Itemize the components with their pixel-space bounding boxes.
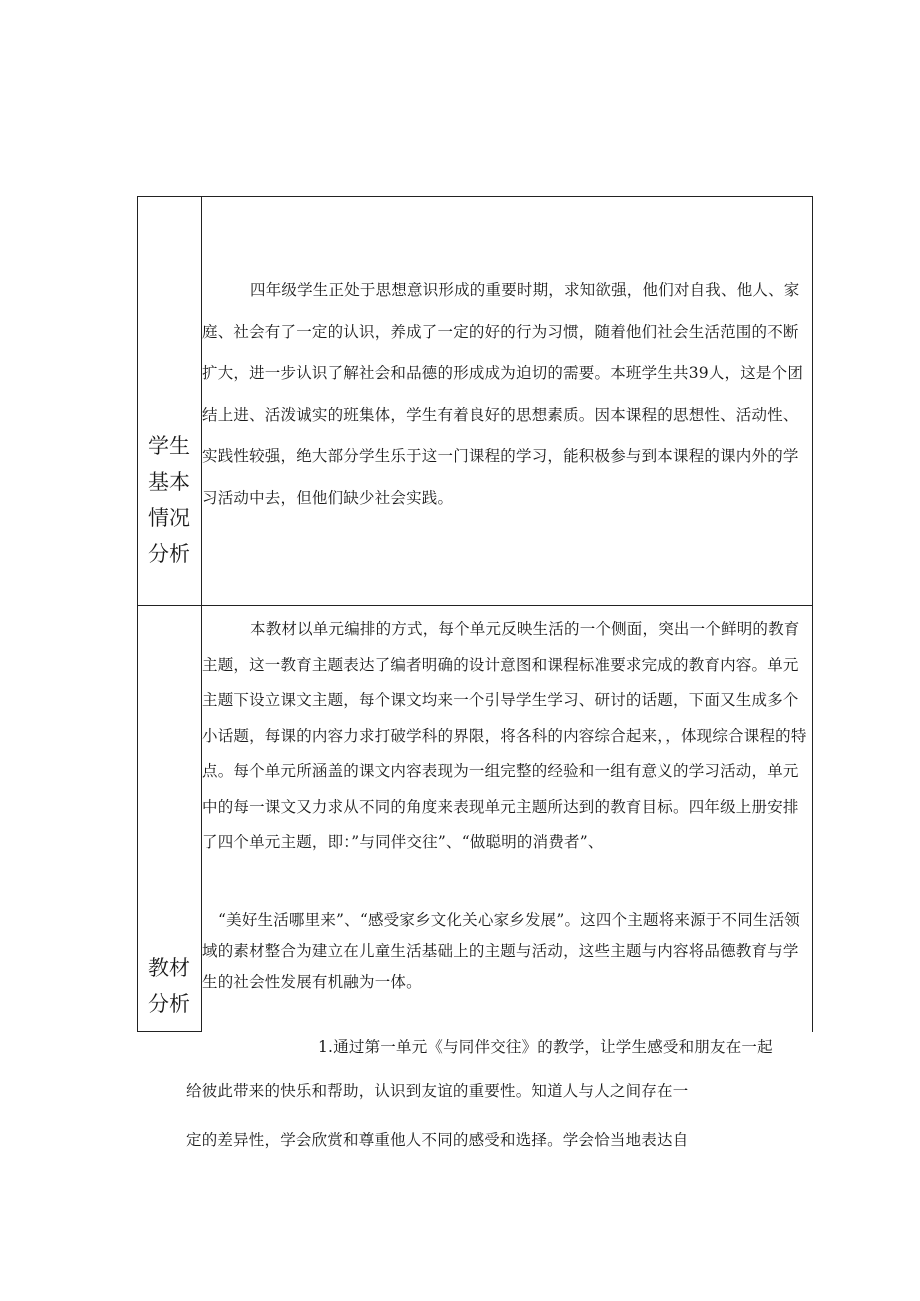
label-line: 学生 <box>148 434 190 458</box>
label-line: 分析 <box>148 992 190 1016</box>
student-analysis-paragraph: 四年级学生正处于思想意识形成的重要时期，求知欲强，他们对自我、他人、家庭、社会有了一定的认识，养成了一定的好的行为习惯，随着他们社会生活范围的不断扩大，进一步认识了解社会和品德的形成成为迫切的需要。本班学生共39人，这是个团结上进、活泼诚实的班集体，学生有着良好的思想素质。因本课程的思想性、活动性、实践性较强，绝大部分学生乐于这一门课程的学习，能积极参与到本课程的课内外的学习活动中去，但他们缺少社会实践。 <box>202 281 804 507</box>
student-analysis-label <box>137 428 201 572</box>
table-bottom-border <box>137 1031 201 1032</box>
textbook-analysis-paragraph-continued: “美好生活哪里来”、“感受家乡文化关心家乡发展”。这四个主题将来源于不同生活领域的素材整合为建立在儿童生活基础上的主题与活动，这些主题与内容将品德教育与学生的社会性发展有机融为一体。 <box>202 911 800 991</box>
label-line: 分析 <box>148 542 190 566</box>
objective-line-3: 定的差异性，学会欣赏和尊重他人不同的感受和选择。学会恰当地表达自 <box>186 1131 689 1149</box>
table-left-border <box>137 196 138 1032</box>
textbook-analysis-paragraph: 本教材以单元编排的方式，每个单元反映生活的一个侧面，突出一个鲜明的教育主题，这一教育主题表达了编者明确的设计意图和课程标准要求完成的教育内容。单元主题下设立课文主题，每个课文均来一个引导学生学习、研讨的话题，下面又生成多个小话题，每课的内容力求打破学科的界限，将各科的内容综合起来，，体现综合课程的特点。每个单元所涵盖的课文内容表现为一组完整的经验和一组有意义的学习活动，单元中的每一课文又力求从不同的角度来表现单元主题所达到的教育目标。四年级上册安排了四个单元主题，即：”与同伴交往”、“做聪明的消费者”、 <box>202 620 807 851</box>
table-right-border <box>812 196 813 1032</box>
textbook-analysis-label <box>137 950 201 1022</box>
label-line: 情况 <box>148 506 190 530</box>
label-line: 基本 <box>148 470 190 494</box>
label-line: 教材 <box>148 956 190 980</box>
objective-line-2: 给彼此带来的快乐和帮助，认识到友谊的重要性。知道人与人之间存在一 <box>186 1082 689 1100</box>
row-divider <box>137 605 813 606</box>
table-top-border <box>137 196 813 197</box>
objective-line-1: 1.通过第一单元《与同伴交往》的教学，让学生感受和朋友在一起 <box>318 1038 773 1056</box>
